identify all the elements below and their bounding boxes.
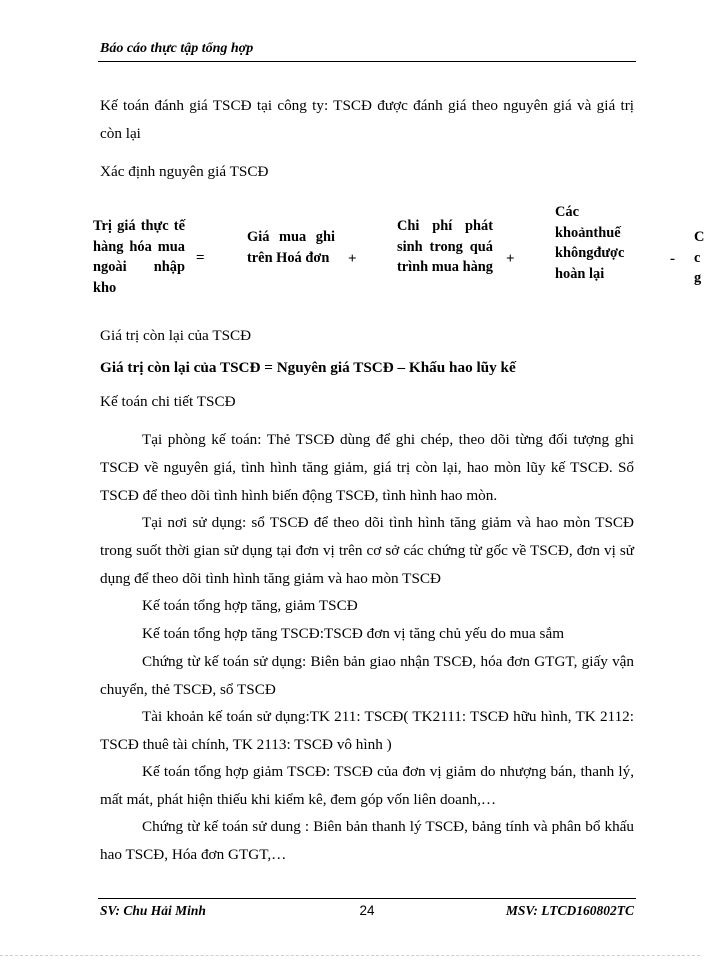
paragraph-place-of-use: Tại nơi sử dụng: sổ TSCĐ để theo dõi tình hình tăng giảm và hao mòn TSCĐ trong suốt thời gian sử dụng tại đơn vị trên cơ sở các chứng từ gốc về TSCĐ, đơn vị sử dụng để theo dõi tình hình tăng giảm và hao mòn TSCĐ xyxy=(100,514,634,587)
footer-student-name: SV: Chu Hải Minh xyxy=(100,903,206,918)
paragraph-detailed-accounting: Kế toán chi tiết TSCĐ xyxy=(100,393,236,410)
formula-equals-sign: = xyxy=(196,250,205,266)
paragraph-asset-decrease: Kế toán tổng hợp giảm TSCĐ: TSCĐ của đơn vị giảm do nhượng bán, thanh lý, mất mát, phát hiện thiếu khi kiểm kê, đem góp vốn liên doanh,… xyxy=(100,763,634,808)
formula-term-purchase-price: Giá mua ghi trên Hoá đơn xyxy=(247,229,335,266)
footer-divider xyxy=(98,898,636,899)
page-boundary xyxy=(0,955,700,956)
paragraph-increase-documents: Chứng từ kế toán sử dụng: Biên bản giao nhận TSCĐ, hóa đơn GTGT, giấy vận chuyển, thẻ TSCĐ, sổ TSCĐ xyxy=(100,653,634,698)
paragraph-asset-valuation: Kế toán đánh giá TSCĐ tại công ty: TSCĐ được đánh giá theo nguyên giá và giá trị còn lại xyxy=(100,97,634,142)
formula-term-nonrefundable-tax: Các khoảnthuế khôngđược hoàn lại xyxy=(555,204,625,282)
paragraph-accounting-department: Tại phòng kế toán: Thẻ TSCĐ dùng để ghi chép, theo dõi từng đối tượng ghi TSCĐ về nguyên giá, tình hình tăng giảm, giá trị còn lại, hao mòn lũy kế TSCĐ. Sổ TSCĐ để theo dõi tình hình biến động TSCĐ, tình hình hao mòn. xyxy=(100,431,634,504)
running-header: Báo cáo thực tập tổng hợp xyxy=(100,41,254,56)
formula-plus-sign-2: + xyxy=(506,251,515,267)
residual-value-formula: Giá trị còn lại của TSCĐ = Nguyên giá TSCĐ – Khấu hao lũy kế xyxy=(100,359,516,376)
footer-student-id: MSV: LTCD160802TC xyxy=(505,903,634,918)
paragraph-general-accounting: Kế toán tổng hợp tăng, giảm TSCĐ xyxy=(142,597,358,614)
paragraph-asset-increase: Kế toán tổng hợp tăng TSCĐ:TSCĐ đơn vị tăng chủ yếu do mua sắm xyxy=(142,625,565,642)
formula-term-actual-value: Trị giá thực tế hàng hóa mua ngoài nhập kho xyxy=(93,218,185,296)
paragraph-decrease-documents: Chứng từ kế toán sử dung : Biên bản thanh lý TSCĐ, bảng tính và phân bổ khấu hao TSCĐ, Hóa đơn GTGT,… xyxy=(100,818,634,863)
paragraph-accounts-used: Tài khoản kế toán sử dụng:TK 211: TSCĐ( TK2111: TSCĐ hữu hình, TK 2112: TSCĐ thuê tài chính, TK 2113: TSCĐ vô hình ) xyxy=(100,708,634,753)
page-number: 24 xyxy=(359,903,375,918)
paragraph-determine-cost: Xác định nguyên giá TSCĐ xyxy=(100,163,269,180)
formula-plus-sign-1: + xyxy=(348,251,357,267)
header-divider xyxy=(98,61,636,62)
formula-cut-off-term: C c g xyxy=(694,229,705,286)
paragraph-residual-value: Giá trị còn lại của TSCĐ xyxy=(100,327,252,344)
formula-term-purchase-cost: Chi phí phát sinh trong quá trình mua hàng xyxy=(397,218,493,275)
formula-minus-sign: - xyxy=(670,251,675,267)
